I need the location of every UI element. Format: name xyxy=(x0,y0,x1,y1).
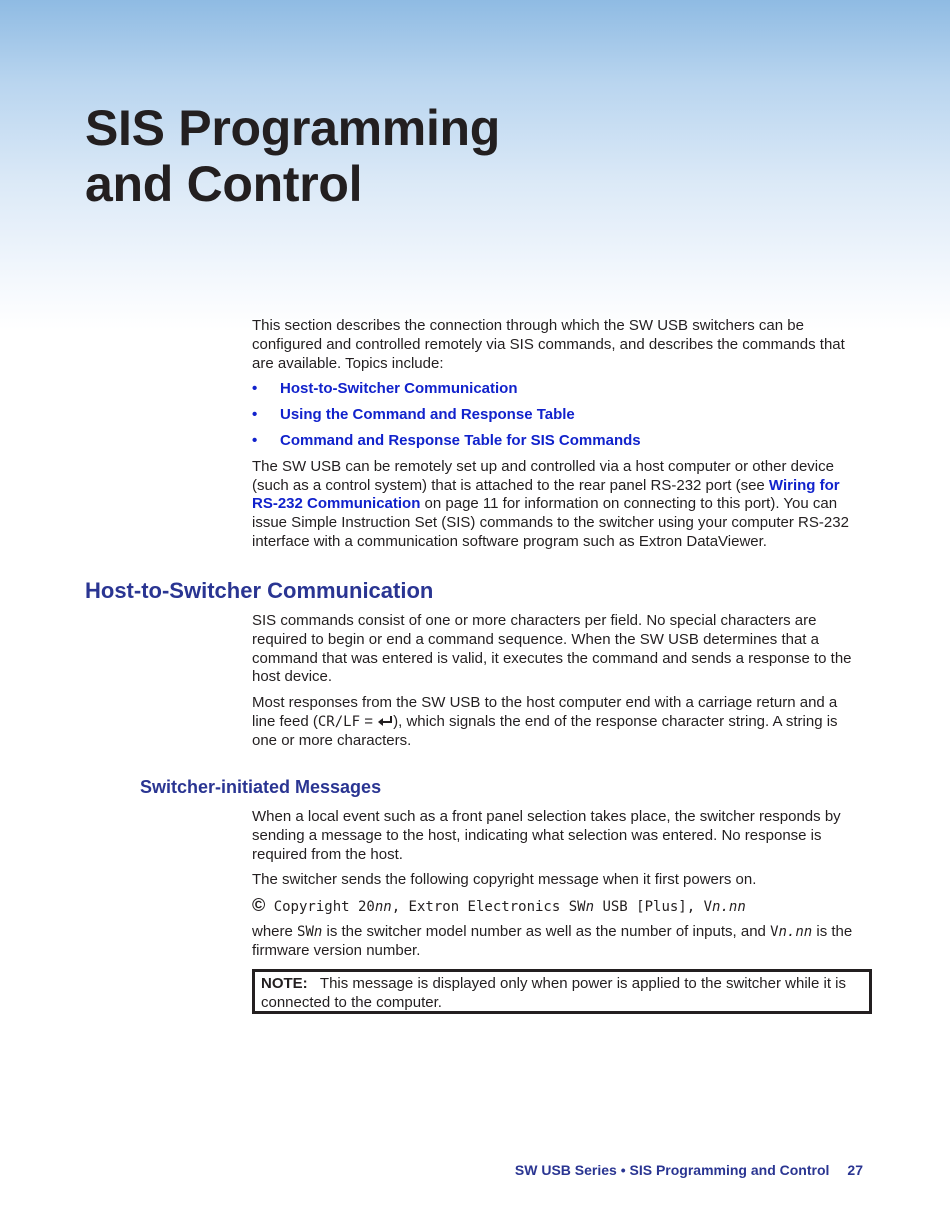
p3-text-a: where xyxy=(252,922,298,940)
host-p2-text-b: ), which signals the end of the response character string. A string is one or more characters. xyxy=(252,712,838,749)
page-footer xyxy=(515,1162,863,1178)
switcher-paragraph-2: The switcher sends the following copyright message when it first powers on. xyxy=(252,871,757,889)
topic-list xyxy=(252,380,864,457)
copyright-var-year: nn xyxy=(374,899,392,916)
switcher-initiated-section xyxy=(252,808,864,961)
note-box xyxy=(252,969,872,1014)
topic-link-host-to-switcher[interactable]: Host-to-Switcher Communication xyxy=(280,380,518,398)
copyright-part: Copyright 20 xyxy=(265,899,375,916)
topic-item xyxy=(252,380,864,406)
p3-text-c: is the firmware version number. xyxy=(252,922,853,959)
copyright-message xyxy=(252,896,864,917)
host-p2-equals: = xyxy=(360,712,378,730)
page-title-line1: SIS Programming xyxy=(85,100,501,156)
page-title xyxy=(85,100,500,212)
copyright-part: , Extron Electronics SW xyxy=(391,899,586,916)
intro-section xyxy=(252,317,864,552)
page-title-line2: and Control xyxy=(85,156,363,212)
vnnn-code xyxy=(770,924,812,940)
copyright-var-version: n.nn xyxy=(712,899,746,916)
switcher-paragraph-1: When a local event such as a front panel selection takes place, the switcher responds by sending a message to the host, indicating what selection was entered. No response is required from the host. xyxy=(252,808,841,863)
enter-return-icon xyxy=(377,715,393,727)
bullet-icon: • xyxy=(252,431,258,449)
wiring-rs232-link[interactable]: Wiring for RS-232 Communication xyxy=(252,476,840,513)
vnnn-code-var: n.nn xyxy=(778,923,813,940)
swn-code-text: SW xyxy=(297,923,314,940)
host-paragraph-2 xyxy=(252,694,864,750)
copyright-icon: © xyxy=(252,895,266,916)
topic-item xyxy=(252,406,864,432)
topic-item xyxy=(252,432,864,458)
intro-text-a: The SW USB can be remotely set up and controlled via a host computer or other device (such as a control system) that is attached to the rear panel RS-232 port (see xyxy=(252,457,834,494)
copyright-code xyxy=(265,899,745,915)
host-paragraph-1: SIS commands consist of one or more characters per field. No special characters are required to begin or end a command sequence. When the SW USB determines that a command that was entered is valid, it executes the command and sends a response to the host device. xyxy=(252,612,852,686)
host-p2-text-a: Most responses from the SW USB to the host computer end with a carriage return and a line feed ( xyxy=(252,694,838,730)
topic-link-command-table[interactable]: Command and Response Table for SIS Commands xyxy=(280,431,641,449)
copyright-var-model: n xyxy=(585,899,595,916)
host-to-switcher-section xyxy=(252,612,864,751)
intro-text-b: on page 11 for information on connecting to this port). You can issue Simple Instruction Set (SIS) commands to the switcher using your computer RS-232 interface with a communication software program such as Extron DataViewer. xyxy=(252,495,849,550)
vnnn-code-text: V xyxy=(770,923,779,940)
p3-text-b: is the switcher model number as well as the number of inputs, and xyxy=(322,922,771,940)
footer-title: SW USB Series • SIS Programming and Control xyxy=(514,1162,830,1178)
bullet-icon: • xyxy=(252,380,258,398)
section-heading-host-to-switcher: Host-to-Switcher Communication xyxy=(85,578,434,603)
note-text: This message is displayed only when power is applied to the switcher while it is connected to the computer. xyxy=(261,975,846,1011)
switcher-paragraph-3 xyxy=(252,923,864,961)
swn-code xyxy=(297,924,322,940)
intro-paragraph-2 xyxy=(252,458,864,552)
crlf-code: CR/LF xyxy=(317,713,361,730)
note-label: NOTE: xyxy=(261,975,308,992)
bullet-icon: • xyxy=(252,406,258,424)
copyright-part: USB [Plus], V xyxy=(594,899,713,916)
topic-link-using-table[interactable]: Using the Command and Response Table xyxy=(280,406,575,424)
section-heading-switcher-initiated: Switcher-initiated Messages xyxy=(140,777,382,797)
swn-code-var: n xyxy=(313,923,323,940)
intro-paragraph: This section describes the connection through which the SW USB switchers can be configured and controlled remotely via SIS commands, and describes the commands that are available. Topics include: xyxy=(252,317,845,372)
page-number: 27 xyxy=(847,1162,863,1178)
